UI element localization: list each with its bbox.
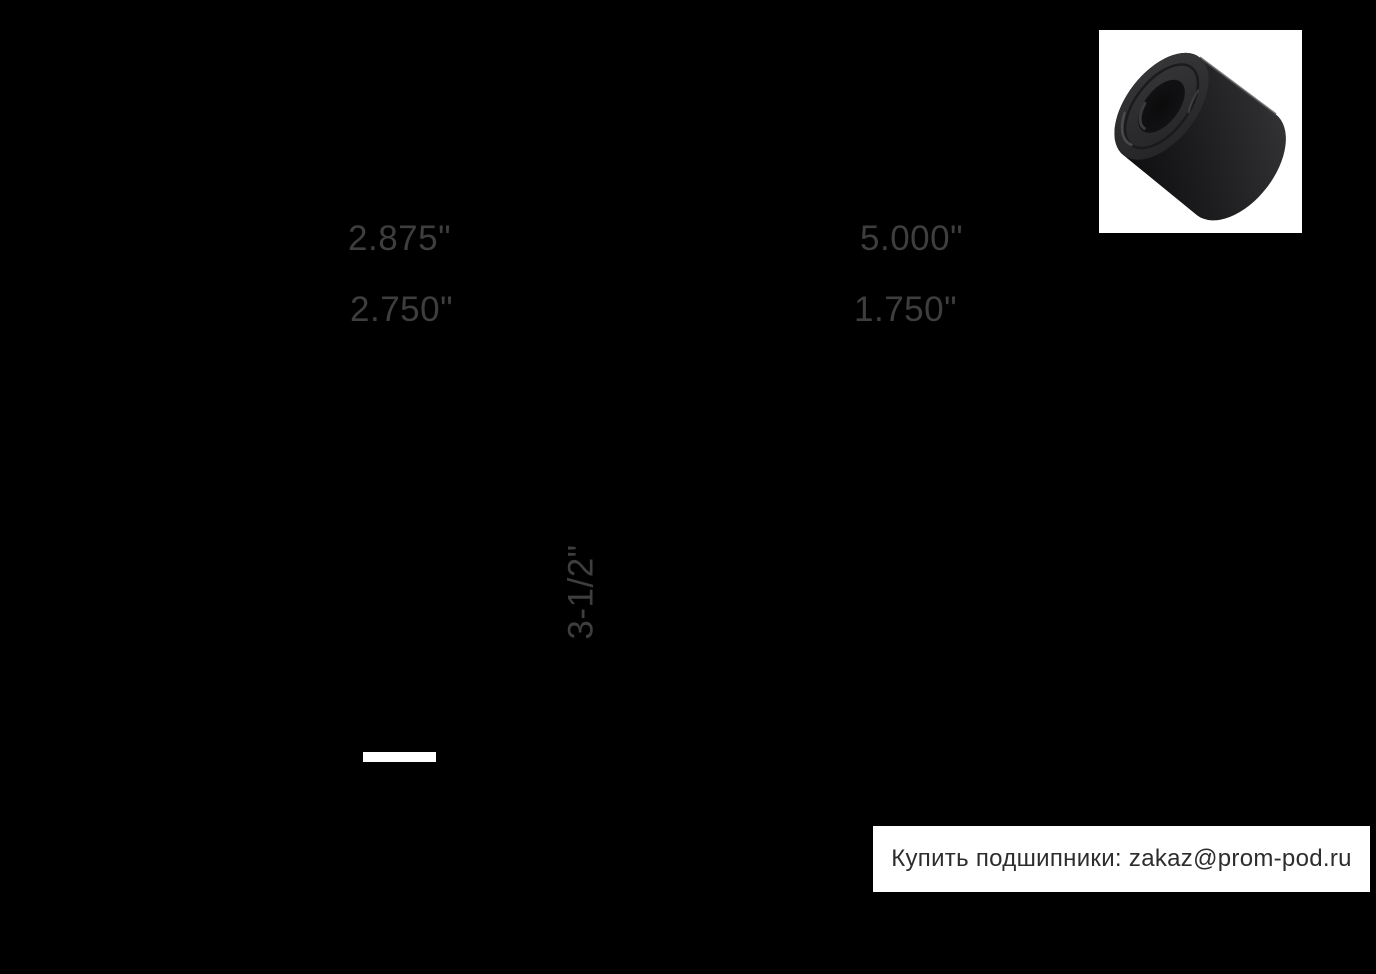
dimension-label-5-000: 5.000": [860, 219, 964, 258]
dimension-label-1-750: 1.750": [854, 290, 958, 329]
dimension-label-2-875: 2.875": [348, 219, 452, 258]
contact-bar: [873, 826, 1370, 892]
roller-3d-render: [1099, 30, 1302, 233]
dimension-label-3-1-2-vertical: 3-1/2": [561, 544, 601, 640]
contact-email-link[interactable]: zakaz@prom-pod.ru: [1128, 845, 1352, 872]
bearing-product-image: [1099, 30, 1302, 233]
contact-label: Купить подшипники:: [891, 845, 1122, 872]
drawing-highlight-dash: [363, 752, 436, 762]
dimension-label-2-750: 2.750": [350, 290, 454, 329]
